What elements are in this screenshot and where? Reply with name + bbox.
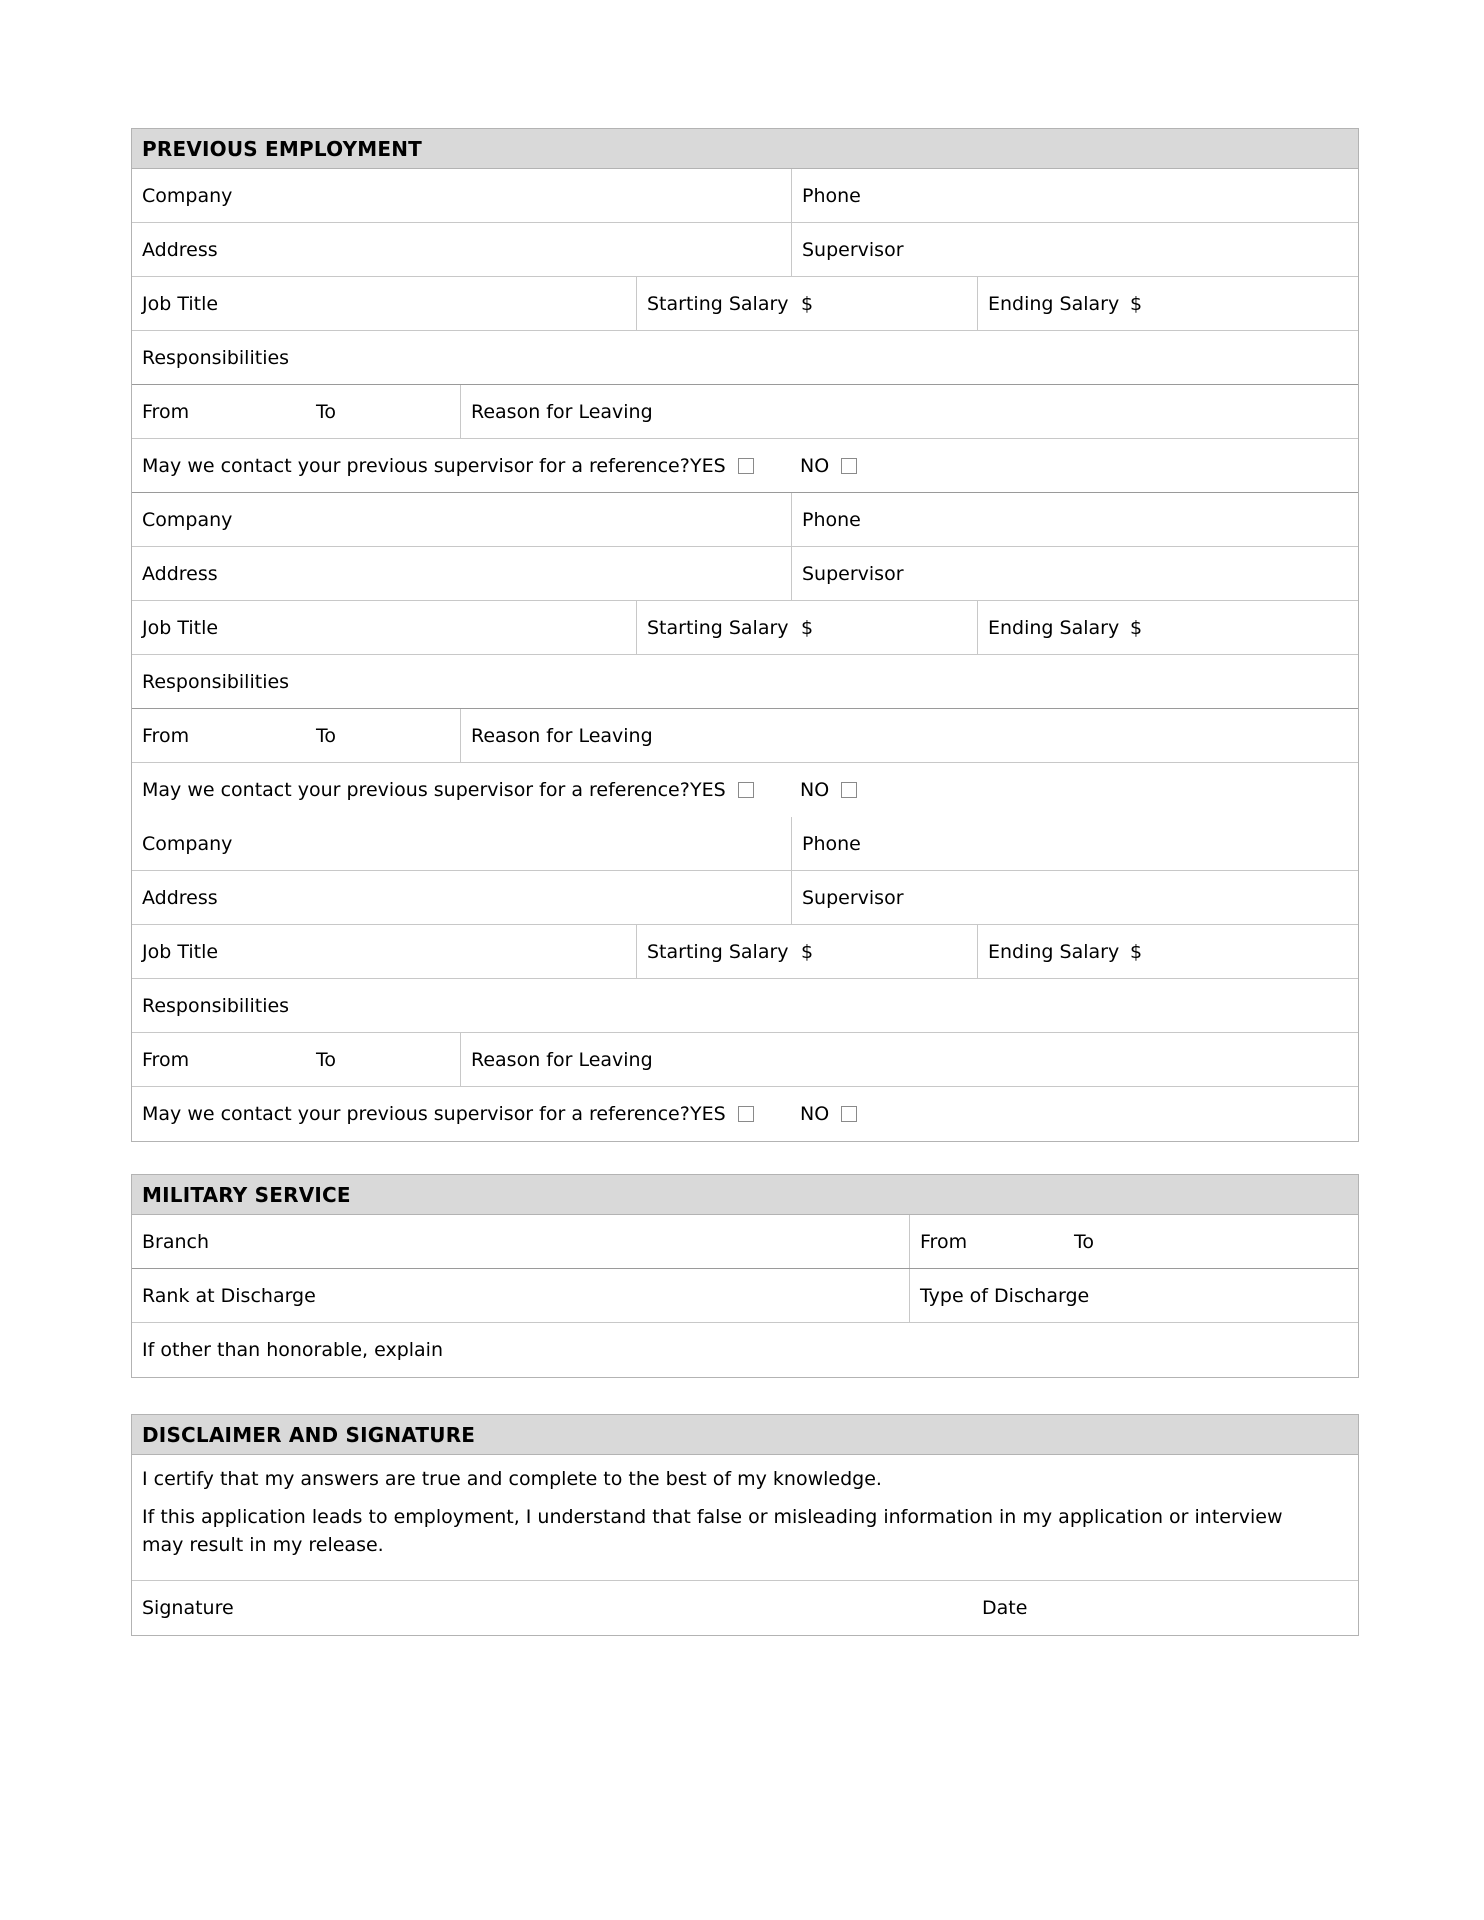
reference-question: May we contact your previous supervisor for a reference? xyxy=(142,779,690,801)
ending-salary-field[interactable] xyxy=(978,277,1358,330)
ending-salary-label: Ending Salary xyxy=(988,940,1120,963)
address-field[interactable] xyxy=(132,547,792,600)
release-statement xyxy=(132,1503,1358,1559)
yes-checkbox[interactable] xyxy=(738,458,754,474)
currency-symbol: $ xyxy=(801,292,814,315)
phone-label: Phone xyxy=(802,508,861,531)
supervisor-label: Supervisor xyxy=(802,886,904,909)
branch-label: Branch xyxy=(142,1230,210,1253)
reason-for-leaving-field[interactable] xyxy=(461,385,1358,438)
address-label: Address xyxy=(142,562,218,585)
ending-salary-field[interactable] xyxy=(978,601,1358,654)
job-title-label: Job Title xyxy=(142,616,219,639)
starting-salary-label: Starting Salary xyxy=(647,616,789,639)
address-field[interactable] xyxy=(132,871,792,924)
company-label: Company xyxy=(142,508,233,531)
ending-salary-label: Ending Salary xyxy=(988,292,1120,315)
previous-employment-section xyxy=(131,128,1359,1142)
job-title-field[interactable] xyxy=(132,277,637,330)
supervisor-label: Supervisor xyxy=(802,238,904,261)
starting-salary-label: Starting Salary xyxy=(647,292,789,315)
starting-salary-label: Starting Salary xyxy=(647,940,789,963)
address-field[interactable] xyxy=(132,223,792,276)
responsibilities-label: Responsibilities xyxy=(142,670,290,693)
address-label: Address xyxy=(142,238,218,261)
branch-field[interactable] xyxy=(132,1215,910,1268)
supervisor-field[interactable] xyxy=(792,871,1358,924)
company-label: Company xyxy=(142,184,233,207)
yes-label: YES xyxy=(690,454,726,477)
from-label: From xyxy=(142,400,190,423)
supervisor-field[interactable] xyxy=(792,547,1358,600)
no-label: NO xyxy=(800,454,830,477)
starting-salary-field[interactable] xyxy=(637,925,978,978)
starting-salary-field[interactable] xyxy=(637,601,978,654)
employer-block-1 xyxy=(132,169,1358,493)
dates-field[interactable] xyxy=(132,709,461,762)
employer-block-2 xyxy=(132,493,1358,817)
no-checkbox[interactable] xyxy=(841,1106,857,1122)
reference-contact-row xyxy=(132,439,1358,492)
release-statement-line-1: If this application leads to employment, I understand that false or misleading information in my application or interview xyxy=(142,1506,1283,1528)
certification-statement: I certify that my answers are true and complete to the best of my knowledge. xyxy=(142,1468,882,1490)
reference-contact-row xyxy=(132,763,1358,817)
no-label: NO xyxy=(800,1103,830,1125)
currency-symbol: $ xyxy=(1130,616,1143,639)
type-of-discharge-field[interactable] xyxy=(910,1269,1358,1322)
job-title-label: Job Title xyxy=(142,292,219,315)
date-label: Date xyxy=(982,1597,1028,1619)
discharge-explanation-field[interactable] xyxy=(132,1323,1358,1377)
reason-for-leaving-label: Reason for Leaving xyxy=(471,400,653,423)
release-statement-line-2: may result in my release. xyxy=(142,1534,384,1556)
phone-field[interactable] xyxy=(792,169,1358,222)
supervisor-field[interactable] xyxy=(792,223,1358,276)
to-label: To xyxy=(316,724,337,747)
no-checkbox[interactable] xyxy=(841,782,857,798)
to-label: To xyxy=(316,1048,337,1071)
ending-salary-label: Ending Salary xyxy=(988,616,1120,639)
job-title-field[interactable] xyxy=(132,925,637,978)
employer-block-3 xyxy=(132,817,1358,1141)
rank-at-discharge-label: Rank at Discharge xyxy=(142,1284,316,1307)
yes-checkbox[interactable] xyxy=(738,1106,754,1122)
reference-question: May we contact your previous supervisor for a reference? xyxy=(142,1103,690,1125)
yes-label: YES xyxy=(690,1103,726,1125)
to-label: To xyxy=(1074,1230,1095,1253)
military-service-section xyxy=(131,1174,1359,1378)
reason-for-leaving-label: Reason for Leaving xyxy=(471,724,653,747)
dates-field[interactable] xyxy=(132,1033,461,1086)
phone-label: Phone xyxy=(802,184,861,207)
disclaimer-signature-section xyxy=(131,1414,1359,1636)
address-label: Address xyxy=(142,886,218,909)
from-label: From xyxy=(920,1230,968,1253)
ending-salary-field[interactable] xyxy=(978,925,1358,978)
supervisor-label: Supervisor xyxy=(802,562,904,585)
phone-label: Phone xyxy=(802,832,861,855)
reference-question: May we contact your previous supervisor for a reference? xyxy=(142,454,690,477)
company-field[interactable] xyxy=(132,817,792,870)
from-label: From xyxy=(142,1048,190,1071)
phone-field[interactable] xyxy=(792,493,1358,546)
type-of-discharge-label: Type of Discharge xyxy=(920,1284,1090,1307)
disclaimer-header: DISCLAIMER AND SIGNATURE xyxy=(132,1415,1358,1455)
military-service-header: MILITARY SERVICE xyxy=(132,1175,1358,1215)
job-title-field[interactable] xyxy=(132,601,637,654)
reason-for-leaving-label: Reason for Leaving xyxy=(471,1048,653,1071)
starting-salary-field[interactable] xyxy=(637,277,978,330)
to-label: To xyxy=(316,400,337,423)
reason-for-leaving-field[interactable] xyxy=(461,709,1358,762)
yes-label: YES xyxy=(690,779,726,801)
no-label: NO xyxy=(800,779,830,801)
disclaimer-text xyxy=(132,1455,1358,1581)
responsibilities-field[interactable] xyxy=(132,979,1358,1032)
currency-symbol: $ xyxy=(1130,940,1143,963)
responsibilities-label: Responsibilities xyxy=(142,994,290,1017)
responsibilities-field[interactable] xyxy=(132,331,1358,384)
reason-for-leaving-field[interactable] xyxy=(461,1033,1358,1086)
reference-contact-row xyxy=(132,1087,1358,1141)
from-label: From xyxy=(142,724,190,747)
service-dates-field[interactable] xyxy=(910,1215,1358,1268)
yes-checkbox[interactable] xyxy=(738,782,754,798)
phone-field[interactable] xyxy=(792,817,1358,870)
previous-employment-header: PREVIOUS EMPLOYMENT xyxy=(132,129,1358,169)
currency-symbol: $ xyxy=(1130,292,1143,315)
discharge-explanation-label: If other than honorable, explain xyxy=(142,1339,444,1361)
rank-at-discharge-field[interactable] xyxy=(132,1269,910,1322)
currency-symbol: $ xyxy=(801,616,814,639)
company-field[interactable] xyxy=(132,169,792,222)
signature-date-row[interactable] xyxy=(132,1581,1358,1635)
no-checkbox[interactable] xyxy=(841,458,857,474)
responsibilities-label: Responsibilities xyxy=(142,346,290,369)
job-title-label: Job Title xyxy=(142,940,219,963)
company-field[interactable] xyxy=(132,493,792,546)
currency-symbol: $ xyxy=(801,940,814,963)
dates-field[interactable] xyxy=(132,385,461,438)
company-label: Company xyxy=(142,832,233,855)
responsibilities-field[interactable] xyxy=(132,655,1358,708)
signature-label: Signature xyxy=(142,1597,234,1619)
